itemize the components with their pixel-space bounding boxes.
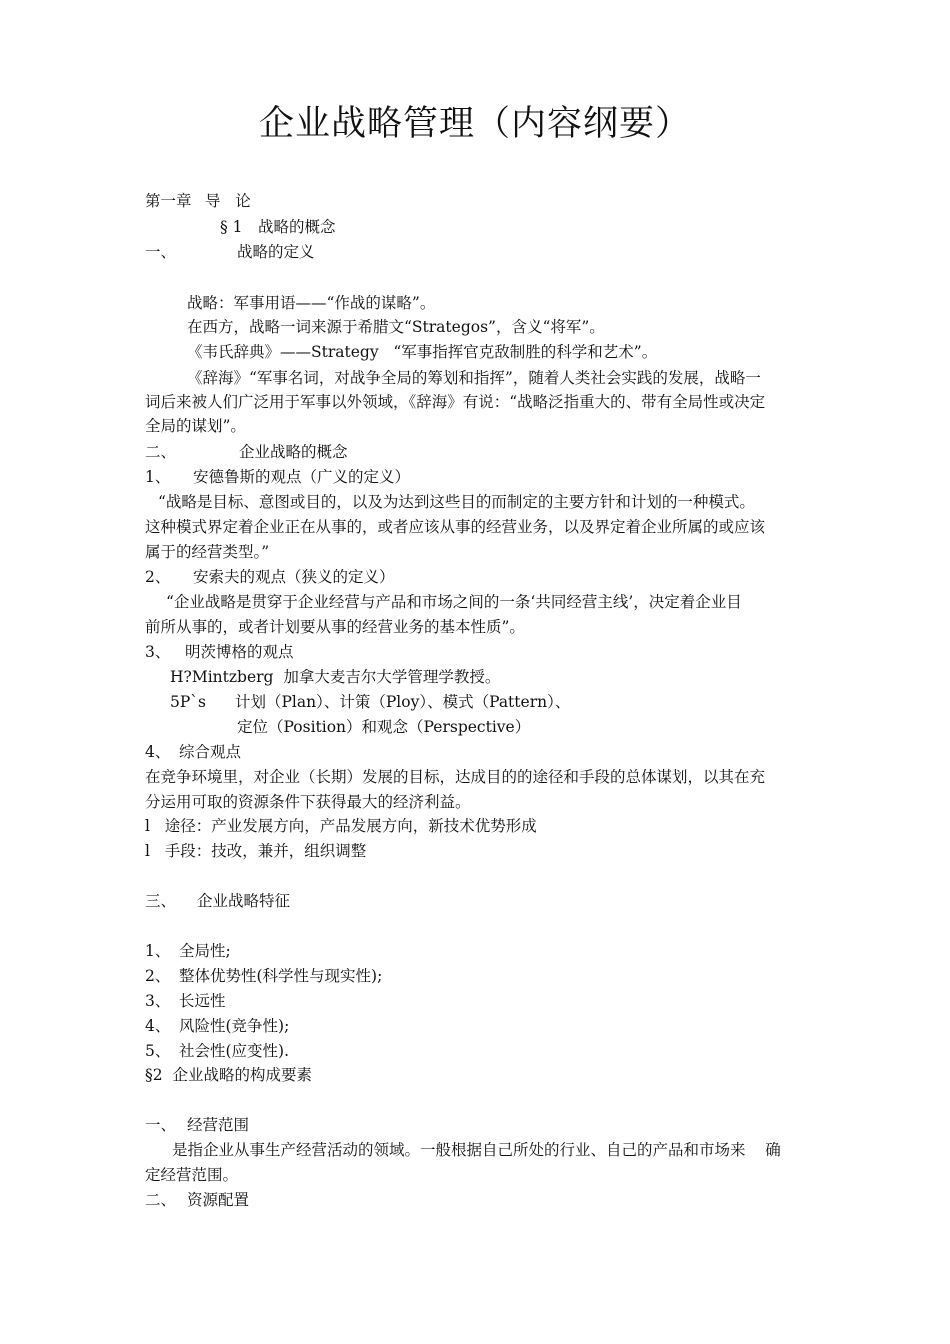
section2-heading: §2 企业战略的构成要素 <box>145 1066 312 1084</box>
elem2-title: 资源配置 <box>187 1191 250 1209</box>
part3-title: 企业战略特征 <box>197 892 291 910</box>
elem1-title: 经营范围 <box>187 1116 250 1134</box>
feature-number: 5、 <box>145 1042 171 1060</box>
part1-title: 战略的定义 <box>237 243 315 261</box>
view3-5ps-line: 计划（Plan）、计策（Ploy）、模式（Pattern）、 <box>235 693 571 711</box>
view2-title: 安索夫的观点（狭义的定义） <box>193 568 395 586</box>
feature-number: 2、 <box>145 967 171 985</box>
view3-5ps-line: 定位（Position）和观念（Perspective） <box>237 718 531 736</box>
definition-line: 战略：军事用语——“作战的谋略”。 <box>187 294 436 312</box>
elem1-line: 定经营范围。 <box>145 1166 239 1184</box>
part2-title: 企业战略的概念 <box>239 443 348 461</box>
feature-number: 4、 <box>145 1017 171 1035</box>
view3-title: 明茨博格的观点 <box>185 643 294 661</box>
view1-line: “战略是目标、意图或目的，以及为达到这些目的而制定的主要方针和计划的一种模式。 <box>158 493 755 511</box>
feature-text: 整体优势性(科学性与现实性); <box>179 967 383 985</box>
view2-number: 2、 <box>145 568 171 586</box>
view4-number: 4、 <box>145 743 171 761</box>
feature-number: 1、 <box>145 942 171 960</box>
view4-title: 综合观点 <box>179 743 242 761</box>
part3-number: 三、 <box>145 892 177 910</box>
elem2-number: 二、 <box>145 1191 177 1209</box>
view1-number: 1、 <box>145 468 171 486</box>
view4-line: 分运用可取的资源条件下获得最大的经济利益。 <box>145 793 471 811</box>
view1-line: 这种模式界定着企业正在从事的，或者应该从事的经营业务，以及界定着企业所属的或应该 <box>145 518 766 536</box>
view2-line: 前所从事的，或者计划要从事的经营业务的基本性质”。 <box>145 618 525 636</box>
feature-text: 社会性(应变性). <box>179 1042 290 1060</box>
document-title: 企业战略管理（内容纲要） <box>258 104 691 144</box>
section1-mark: § 1 <box>220 218 243 236</box>
definition-line: 《辞海》“军事名词，对战争全局的筹划和指挥”，随着人类社会实践的发展，战略一 <box>187 369 761 387</box>
elem1-line: 是指企业从事生产经营活动的领域。一般根据自己所处的行业、自己的产品和市场来 确 <box>172 1141 781 1159</box>
view3-5ps-label: 5P`s <box>170 693 206 711</box>
feature-text: 长远性 <box>179 992 226 1010</box>
part1-number: 一、 <box>145 243 177 261</box>
definition-line: 《韦氏辞典》——Strategy “军事指挥官克敌制胜的科学和艺术”。 <box>187 343 658 361</box>
feature-text: 全局性; <box>179 942 231 960</box>
feature-number: 3、 <box>145 992 171 1010</box>
view4-line: 在竞争环境里，对企业（长期）发展的目标，达成目的的途径和手段的总体谋划，以其在充 <box>145 768 766 786</box>
feature-text: 风险性(竞争性); <box>179 1017 290 1035</box>
definition-line: 词后来被人们广泛用于军事以外领域，《辞海》有说：“战略泛指重大的、带有全局性或决定 <box>145 393 766 411</box>
view1-title: 安德鲁斯的观点（广义的定义） <box>193 468 411 486</box>
chapter-name: 导 论 <box>205 192 251 210</box>
view1-line: 属于的经营类型。” <box>145 543 270 561</box>
view2-line: “企业战略是贯穿于企业经营与产品和市场之间的一条‘共同经营主线’，决定着企业目 <box>166 593 742 611</box>
view3-line: H?Mintzberg 加拿大麦吉尔大学管理学教授。 <box>170 668 501 686</box>
bullet-item: l 手段：技改，兼并，组织调整 <box>145 842 367 860</box>
elem1-number: 一、 <box>145 1116 177 1134</box>
section1-title: 战略的概念 <box>258 218 336 236</box>
chapter-number: 第一章 <box>145 192 192 210</box>
view3-number: 3、 <box>145 643 171 661</box>
definition-line: 在西方，战略一词来源于希腊文“Strategos”，含义“将军”。 <box>187 318 605 336</box>
part2-number: 二、 <box>145 443 177 461</box>
bullet-item: l 途径：产业发展方向，产品发展方向，新技术优势形成 <box>145 817 537 835</box>
definition-line: 全局的谋划”。 <box>145 417 246 435</box>
